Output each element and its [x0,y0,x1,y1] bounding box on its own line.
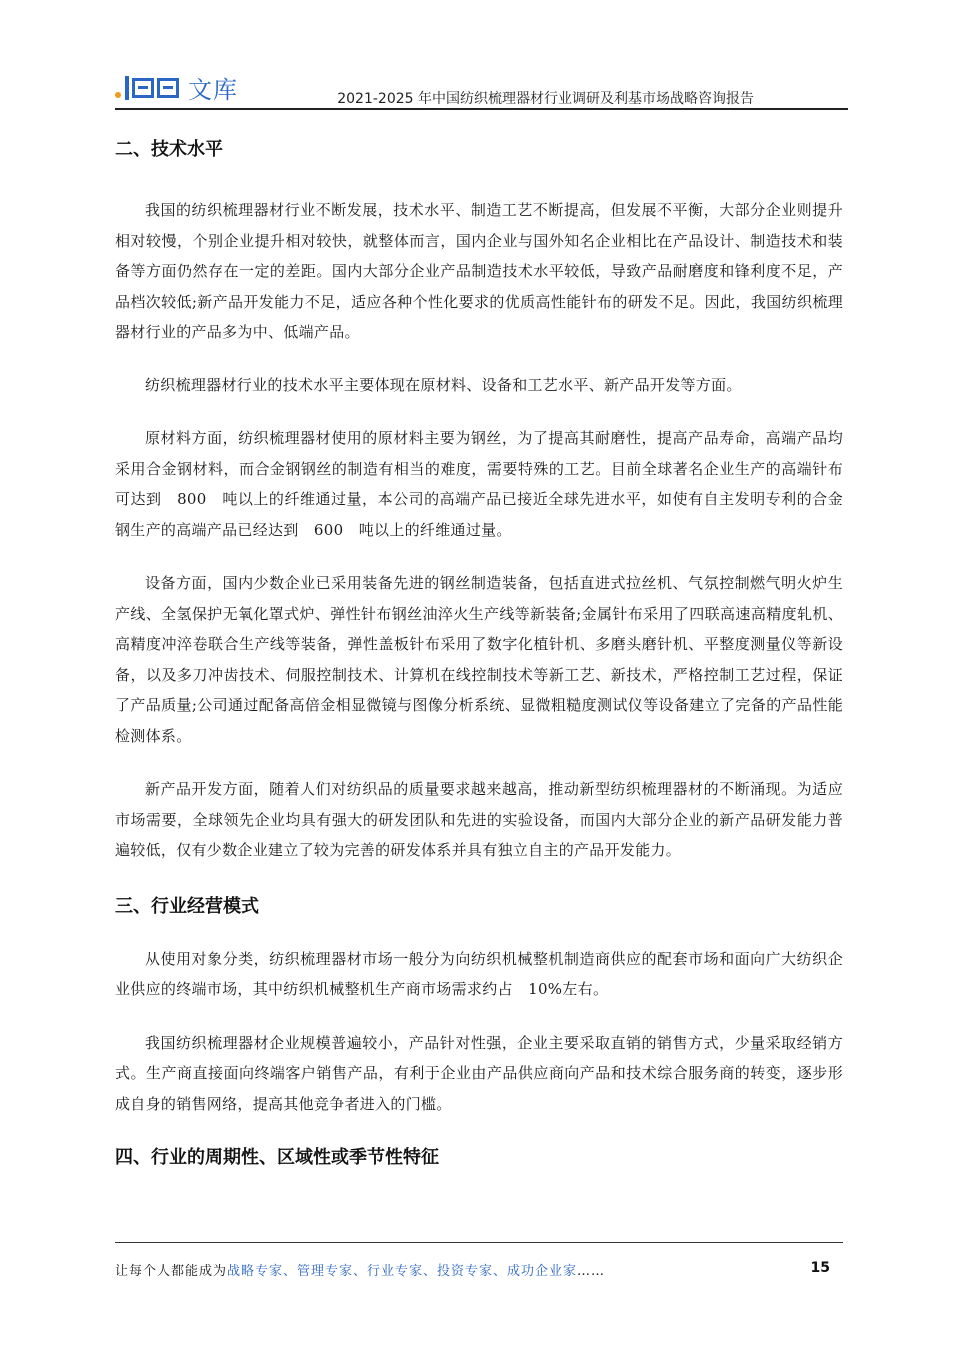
paragraph: 新产品开发方面，随着人们对纺织品的质量要求越来越高，推动新型纺织梳理器材的不断涌现。为适应市场需要，全球领先企业均具有强大的研发团队和先进的实验设备，而国内大部分企业的新产品研发能力普遍较低，仅有少数企业建立了较为完善的研发体系并具有独立自主的产品开发能力。 [115,780,843,859]
paragraph: 原材料方面，纺织梳理器材使用的原材料主要为钢丝，为了提高其耐磨性，提高产品寿命，高端产品均采用合金钢材料，而合金钢钢丝的制造有相当的难度，需要特殊的工艺。目前全球著名企业生产的高端针布可达到 800 吨以上的纤维通过量，本公司的高端产品已接近全球先进水平，如使有自主发明专利的合金钢生产的高端产品已经达到 600 吨以上的纤维通过量。 [115,429,843,539]
page-number: 15 [810,1260,830,1276]
footer-prefix: 让每个人都能成为 [115,1264,228,1279]
page-content [115,110,843,1169]
paragraph: 从使用对象分类，纺织梳理器材市场一般分为向纺织机械整机制造商供应的配套市场和面向广大纺织企业供应的终端市场，其中纺织机械整机生产商市场需求约占 10%左右。 [115,949,843,998]
logo [115,70,238,105]
section-heading: 三、行业经营模式 [115,895,259,917]
logo-mark-icon [125,76,182,100]
footer-slogan [115,1260,605,1279]
section-heading: 二、技术水平 [115,139,223,160]
section-heading: 四、行业的周期性、区域性或季节性特征 [115,1147,439,1168]
logo-text: 文库 [188,76,238,104]
footer-divider [115,1242,843,1243]
paragraph: 纺织梳理器材行业的技术水平主要体现在原材料、设备和工艺水平、新产品开发等方面。 [145,375,742,394]
logo-dot-icon [115,92,121,98]
footer-highlight: 战略专家、管理专家、行业专家、投资专家、成功企业家 [227,1264,578,1279]
footer-suffix: …… [577,1264,606,1279]
paragraph: 我国纺织梳理器材企业规模普遍较小，产品针对性强，企业主要采取直销的销售方式，少量采取经销方式。生产商直接面向终端客户销售产品，有利于企业由产品供应商向产品和技术综合服务商的转变，逐步形成自身的销售网络，提高其他竞争者进入的门槛。 [115,1033,843,1113]
page-header [115,68,848,110]
paragraph: 我国的纺织梳理器材行业不断发展，技术水平、制造工艺不断提高，但发展不平衡，大部分企业则提升相对较慢，个别企业提升相对较快，就整体而言，国内企业与国外知名企业相比在产品设计、制造技术和装备等方面仍然存在一定的差距。国内大部分企业产品制造技术水平较低，导致产品耐磨度和锋利度不足，产品档次较低;新产品开发能力不足，适应各种个性化要求的优质高性能针布的研发不足。因此，我国纺织梳理器材行业的产品多为中、低端产品。 [115,201,843,341]
paragraph: 设备方面，国内少数企业已采用装备先进的钢丝制造装备，包括直进式拉丝机、气氛控制燃气明火炉生产线、全氢保护无氧化罩式炉、弹性针布钢丝油淬火生产线等新装备;金属针布采用了四联高速高精度轧机、高精度冲淬卷联合生产线等装备，弹性盖板针布采用了数字化植针机、多磨头磨针机、平整度测量仪等新设备，以及多刀冲齿技术、伺服控制技术、计算机在线控制技术等新工艺、新技术，严格控制工艺过程，保证了产品质量;公司通过配备高倍金相显微镜与图像分析系统、显微粗糙度测试仪等设备建立了完备的产品性能检测体系。 [115,574,843,745]
report-title: 2021-2025 年中国纺织梳理器材行业调研及利基市场战略咨询报告 [337,91,754,107]
